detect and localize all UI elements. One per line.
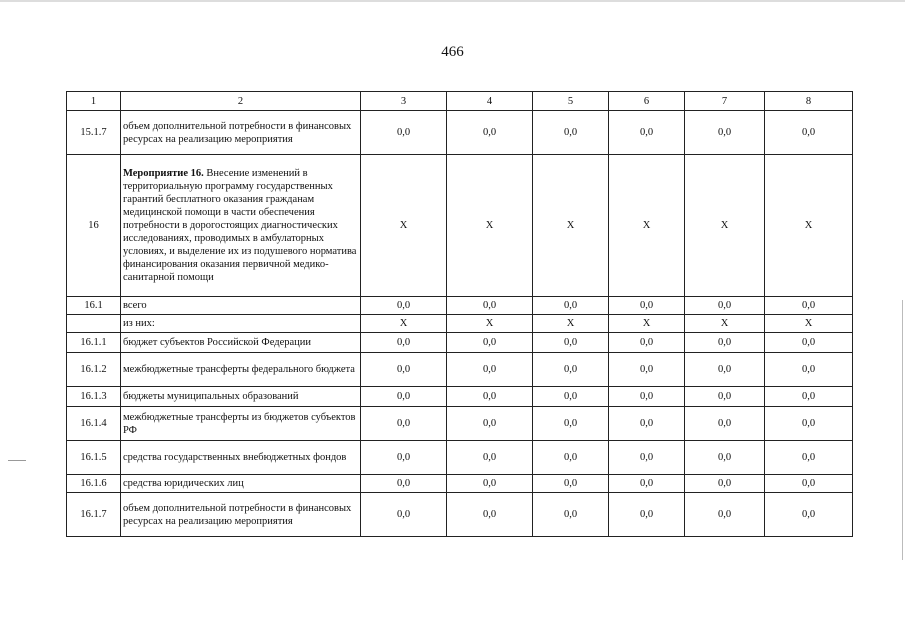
row-number: 16.1 [67,297,121,315]
value-cell: 0,0 [609,333,685,353]
value-cell: 0,0 [533,353,609,387]
value-cell: 0,0 [361,353,447,387]
table-row [67,111,853,155]
table-row [67,441,853,475]
value-cell: 0,0 [609,493,685,537]
table-row [67,475,853,493]
value-cell: X [447,315,533,333]
row-number: 16.1.6 [67,475,121,493]
value-cell: 0,0 [361,387,447,407]
table-row [67,297,853,315]
value-cell: X [533,315,609,333]
value-cell: 0,0 [447,297,533,315]
value-cell: X [609,155,685,297]
row-description: средства юридических лиц [121,475,361,493]
row-description: объем дополнительной потребности в финансовых ресурсах на реализацию мероприятия [121,493,361,537]
value-cell: 0,0 [609,353,685,387]
value-cell: 0,0 [609,441,685,475]
value-cell: 0,0 [447,387,533,407]
row-number: 16.1.5 [67,441,121,475]
row-number: 15.1.7 [67,111,121,155]
value-cell: 0,0 [609,407,685,441]
value-cell: 0,0 [765,111,853,155]
value-cell: 0,0 [765,353,853,387]
scan-edge-right [902,300,903,560]
row-description: бюджет субъектов Российской Федерации [121,333,361,353]
value-cell: 0,0 [447,353,533,387]
value-cell: X [765,155,853,297]
value-cell: 0,0 [765,475,853,493]
value-cell: X [447,155,533,297]
header-row [67,92,853,111]
row-number: 16.1.4 [67,407,121,441]
value-cell: 0,0 [361,441,447,475]
value-cell: 0,0 [685,475,765,493]
budget-table [66,91,853,537]
value-cell: 0,0 [765,493,853,537]
value-cell: 0,0 [685,493,765,537]
row-description: бюджеты муниципальных образований [121,387,361,407]
value-cell: 0,0 [609,475,685,493]
value-cell: X [685,315,765,333]
scan-mark [8,460,26,461]
row-number: 16.1.2 [67,353,121,387]
value-cell: 0,0 [685,333,765,353]
value-cell: 0,0 [533,111,609,155]
row-description: объем дополнительной потребности в финансовых ресурсах на реализацию мероприятия [121,111,361,155]
value-cell: X [609,315,685,333]
value-cell: 0,0 [533,333,609,353]
header-cell: 6 [609,92,685,111]
value-cell: 0,0 [765,333,853,353]
value-cell: 0,0 [765,297,853,315]
header-cell: 3 [361,92,447,111]
value-cell: 0,0 [447,407,533,441]
row-description [121,155,361,297]
header-cell: 7 [685,92,765,111]
row-number: 16 [67,155,121,297]
value-cell: X [361,155,447,297]
value-cell: 0,0 [685,297,765,315]
value-cell: 0,0 [361,493,447,537]
value-cell: X [361,315,447,333]
value-cell: 0,0 [609,111,685,155]
value-cell: X [685,155,765,297]
row-number: 16.1.7 [67,493,121,537]
value-cell: 0,0 [447,111,533,155]
value-cell: 0,0 [533,441,609,475]
measure-title: Мероприятие 16. [123,168,204,179]
value-cell: 0,0 [533,297,609,315]
value-cell: 0,0 [609,387,685,407]
value-cell: 0,0 [685,407,765,441]
value-cell: X [533,155,609,297]
page-number: 466 [441,44,464,60]
header-cell: 1 [67,92,121,111]
value-cell: 0,0 [685,353,765,387]
value-cell: 0,0 [533,475,609,493]
table-row [67,407,853,441]
value-cell: 0,0 [361,297,447,315]
table-row [67,493,853,537]
value-cell: 0,0 [533,407,609,441]
table-row [67,155,853,297]
value-cell: 0,0 [533,387,609,407]
value-cell: 0,0 [765,441,853,475]
table-row [67,353,853,387]
value-cell: 0,0 [447,333,533,353]
scan-edge [0,0,905,2]
row-number: 16.1.1 [67,333,121,353]
row-description: межбюджетные трансферты федерального бюджета [121,353,361,387]
row-description: средства государственных внебюджетных фондов [121,441,361,475]
row-description: всего [121,297,361,315]
value-cell: 0,0 [361,333,447,353]
value-cell: 0,0 [533,493,609,537]
row-number [67,315,121,333]
value-cell: 0,0 [685,387,765,407]
measure-text: Внесение изменений в территориальную программу государственных гарантий бесплатного оказания гражданам медицинской помощи в части обеспечения потребности в дорогостоящих диагностических исследованиях, проводимых в амбулаторных условиях, и выделение их из подушевого норматива финансирования оказания первичной медико-санитарной помощи [123,168,357,283]
table-row [67,315,853,333]
table-row [67,333,853,353]
value-cell: 0,0 [447,441,533,475]
value-cell: X [765,315,853,333]
header-cell: 5 [533,92,609,111]
value-cell: 0,0 [447,493,533,537]
header-cell: 8 [765,92,853,111]
value-cell: 0,0 [765,387,853,407]
value-cell: 0,0 [447,475,533,493]
value-cell: 0,0 [765,407,853,441]
value-cell: 0,0 [361,475,447,493]
value-cell: 0,0 [685,111,765,155]
header-cell: 4 [447,92,533,111]
value-cell: 0,0 [609,297,685,315]
value-cell: 0,0 [685,441,765,475]
table-row [67,387,853,407]
row-description: межбюджетные трансферты из бюджетов субъектов РФ [121,407,361,441]
value-cell: 0,0 [361,407,447,441]
row-number: 16.1.3 [67,387,121,407]
row-description: из них: [121,315,361,333]
header-cell: 2 [121,92,361,111]
value-cell: 0,0 [361,111,447,155]
